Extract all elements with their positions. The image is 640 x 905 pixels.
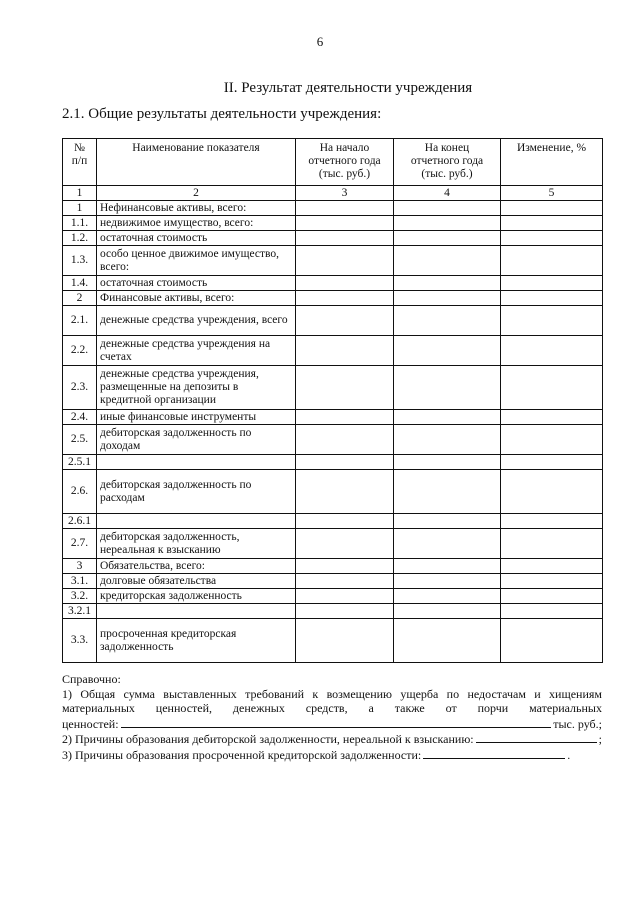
end-value-cell[interactable] [394, 619, 501, 663]
end-value-cell[interactable] [394, 529, 501, 559]
table-row [63, 306, 603, 336]
end-value-cell[interactable] [394, 425, 501, 455]
end-value-cell[interactable] [394, 514, 501, 529]
row-number: 1.2. [63, 231, 97, 246]
table-row [63, 216, 603, 231]
note-item2-line [62, 731, 602, 747]
note-item1-unit: тыс. руб.; [553, 716, 602, 731]
header-end-line1: На конец [424, 142, 470, 154]
header-num-line2: п/п [71, 155, 88, 167]
indicator-name: кредиторская задолженность [97, 589, 296, 604]
table-row [63, 231, 603, 246]
column-numbers-row [63, 186, 603, 201]
notes-section [62, 672, 602, 762]
change-cell[interactable] [501, 306, 603, 336]
change-cell[interactable] [501, 589, 603, 604]
header-num-line1: № [74, 142, 85, 154]
row-number: 2.1. [63, 306, 97, 336]
end-value-cell[interactable] [394, 291, 501, 306]
header-end [394, 139, 501, 186]
header-num [63, 139, 97, 186]
start-value-cell[interactable] [296, 306, 394, 336]
note-item3-blank[interactable] [423, 747, 565, 759]
change-cell[interactable] [501, 291, 603, 306]
change-cell[interactable] [501, 366, 603, 410]
indicator-name: дебиторская задолженность по расходам [97, 470, 296, 514]
end-value-cell[interactable] [394, 604, 501, 619]
end-value-cell[interactable] [394, 559, 501, 574]
end-value-cell[interactable] [394, 276, 501, 291]
section-title: II. Результат деятельности учреждения [223, 80, 473, 96]
row-number: 1 [63, 201, 97, 216]
row-number: 3.2. [63, 589, 97, 604]
indicator-name: просроченная кредиторская задолженность [97, 619, 296, 663]
note-item2-end: ; [598, 732, 602, 746]
table-header-row [63, 139, 603, 186]
table-row [63, 619, 603, 663]
start-value-cell[interactable] [296, 216, 394, 231]
start-value-cell[interactable] [296, 455, 394, 470]
row-number: 2 [63, 291, 97, 306]
change-cell[interactable] [501, 529, 603, 559]
row-number: 2.6.1 [63, 514, 97, 529]
results-table [62, 138, 603, 663]
header-start-line1: На начало [319, 142, 370, 154]
row-number: 1.3. [63, 246, 97, 276]
indicator-name [97, 514, 296, 529]
change-cell[interactable] [501, 410, 603, 425]
start-value-cell[interactable] [296, 619, 394, 663]
note-item3-end: . [567, 747, 571, 762]
row-number: 2.2. [63, 336, 97, 366]
start-value-cell[interactable] [296, 201, 394, 216]
column-number: 2 [97, 186, 296, 201]
indicator-name: остаточная стоимость [97, 231, 296, 246]
start-value-cell[interactable] [296, 425, 394, 455]
end-value-cell[interactable] [394, 201, 501, 216]
row-number: 2.5.1 [63, 455, 97, 470]
change-cell[interactable] [501, 276, 603, 291]
page-number: 6 [316, 34, 324, 49]
start-value-cell[interactable] [296, 514, 394, 529]
table-row [63, 529, 603, 559]
indicator-name [97, 455, 296, 470]
change-cell[interactable] [501, 470, 603, 514]
table-row [63, 574, 603, 589]
subsection-title: 2.1. Общие результаты деятельности учреждения: [62, 106, 382, 122]
change-cell[interactable] [501, 514, 603, 529]
start-value-cell[interactable] [296, 231, 394, 246]
row-number: 3 [63, 559, 97, 574]
indicator-name: Обязательства, всего: [97, 559, 296, 574]
end-value-cell[interactable] [394, 455, 501, 470]
header-start-line3: (тыс. руб.) [318, 168, 371, 180]
row-number: 3.3. [63, 619, 97, 663]
note-item3-line [62, 747, 602, 763]
end-value-cell[interactable] [394, 216, 501, 231]
row-number: 2.4. [63, 410, 97, 425]
end-value-cell[interactable] [394, 574, 501, 589]
indicator-name: Нефинансовые активы, всего: [97, 201, 296, 216]
change-cell[interactable] [501, 201, 603, 216]
end-value-cell[interactable] [394, 246, 501, 276]
change-cell[interactable] [501, 336, 603, 366]
indicator-name: денежные средства учреждения, всего [97, 306, 296, 336]
start-value-cell[interactable] [296, 246, 394, 276]
change-cell[interactable] [501, 604, 603, 619]
table-row [63, 425, 603, 455]
start-value-cell[interactable] [296, 574, 394, 589]
column-number: 4 [394, 186, 501, 201]
change-cell[interactable] [501, 425, 603, 455]
header-start [296, 139, 394, 186]
note-item1-blank[interactable] [121, 716, 552, 728]
end-value-cell[interactable] [394, 366, 501, 410]
indicator-name: дебиторская задолженность по доходам [97, 425, 296, 455]
start-value-cell[interactable] [296, 410, 394, 425]
note-item2-blank[interactable] [476, 731, 597, 743]
end-value-cell[interactable] [394, 336, 501, 366]
change-cell[interactable] [501, 559, 603, 574]
note-item3-label: 3) Причины образования просроченной кредиторской задолженности: [62, 747, 422, 762]
header-end-line2: отчетного года [410, 155, 484, 167]
row-number: 1.1. [63, 216, 97, 231]
note-item2-label: 2) Причины образования дебиторской задолженности, нереальной к взысканию: [62, 732, 474, 746]
start-value-cell[interactable] [296, 291, 394, 306]
indicator-name: денежные средства учреждения на счетах [97, 336, 296, 366]
end-value-cell[interactable] [394, 306, 501, 336]
end-value-cell[interactable] [394, 589, 501, 604]
indicator-name [97, 604, 296, 619]
change-cell[interactable] [501, 246, 603, 276]
table-row [63, 514, 603, 529]
end-value-cell[interactable] [394, 231, 501, 246]
change-cell[interactable] [501, 216, 603, 231]
start-value-cell[interactable] [296, 366, 394, 410]
notes-heading: Справочно: [62, 672, 121, 686]
start-value-cell[interactable] [296, 559, 394, 574]
change-cell[interactable] [501, 574, 603, 589]
header-change: Изменение, % [501, 139, 603, 186]
note-item1-label: ценностей: [62, 716, 119, 731]
table-row [63, 455, 603, 470]
table-row [63, 559, 603, 574]
start-value-cell[interactable] [296, 529, 394, 559]
column-number: 3 [296, 186, 394, 201]
start-value-cell[interactable] [296, 589, 394, 604]
column-number: 1 [63, 186, 97, 201]
column-number: 5 [501, 186, 603, 201]
table-row [63, 201, 603, 216]
start-value-cell[interactable] [296, 276, 394, 291]
row-number: 2.5. [63, 425, 97, 455]
start-value-cell[interactable] [296, 336, 394, 366]
row-number: 3.2.1 [63, 604, 97, 619]
header-name: Наименование показателя [97, 139, 296, 186]
row-number: 3.1. [63, 574, 97, 589]
indicator-name: дебиторская задолженность, нереальная к взысканию [97, 529, 296, 559]
change-cell[interactable] [501, 619, 603, 663]
row-number: 2.6. [63, 470, 97, 514]
start-value-cell[interactable] [296, 604, 394, 619]
table-row [63, 246, 603, 276]
indicator-name: Финансовые активы, всего: [97, 291, 296, 306]
table-row [63, 589, 603, 604]
indicator-name: недвижимое имущество, всего: [97, 216, 296, 231]
table-row [63, 470, 603, 514]
indicator-name: долговые обязательства [97, 574, 296, 589]
row-number: 1.4. [63, 276, 97, 291]
row-number: 2.3. [63, 366, 97, 410]
indicator-name: денежные средства учреждения, размещенные на депозиты в кредитной организации [97, 366, 296, 410]
header-start-line2: отчетного года [308, 155, 381, 167]
row-number: 2.7. [63, 529, 97, 559]
end-value-cell[interactable] [394, 410, 501, 425]
start-value-cell[interactable] [296, 470, 394, 514]
change-cell[interactable] [501, 455, 603, 470]
table-row [63, 366, 603, 410]
indicator-name: остаточная стоимость [97, 276, 296, 291]
table-row [63, 291, 603, 306]
end-value-cell[interactable] [394, 470, 501, 514]
header-end-line3: (тыс. руб.) [421, 168, 473, 180]
table-row [63, 336, 603, 366]
indicator-name: особо ценное движимое имущество, всего: [97, 246, 296, 276]
note-item1-text: 1) Общая сумма выставленных требований к возмещению ущерба по недостачам и хищениям материальных ценностей, денежных средств, а также от порчи материальных [62, 686, 602, 715]
note-item1-line [62, 716, 602, 732]
indicator-name: иные финансовые инструменты [97, 410, 296, 425]
change-cell[interactable] [501, 231, 603, 246]
table-row [63, 604, 603, 619]
table-row [63, 410, 603, 425]
table-row [63, 276, 603, 291]
